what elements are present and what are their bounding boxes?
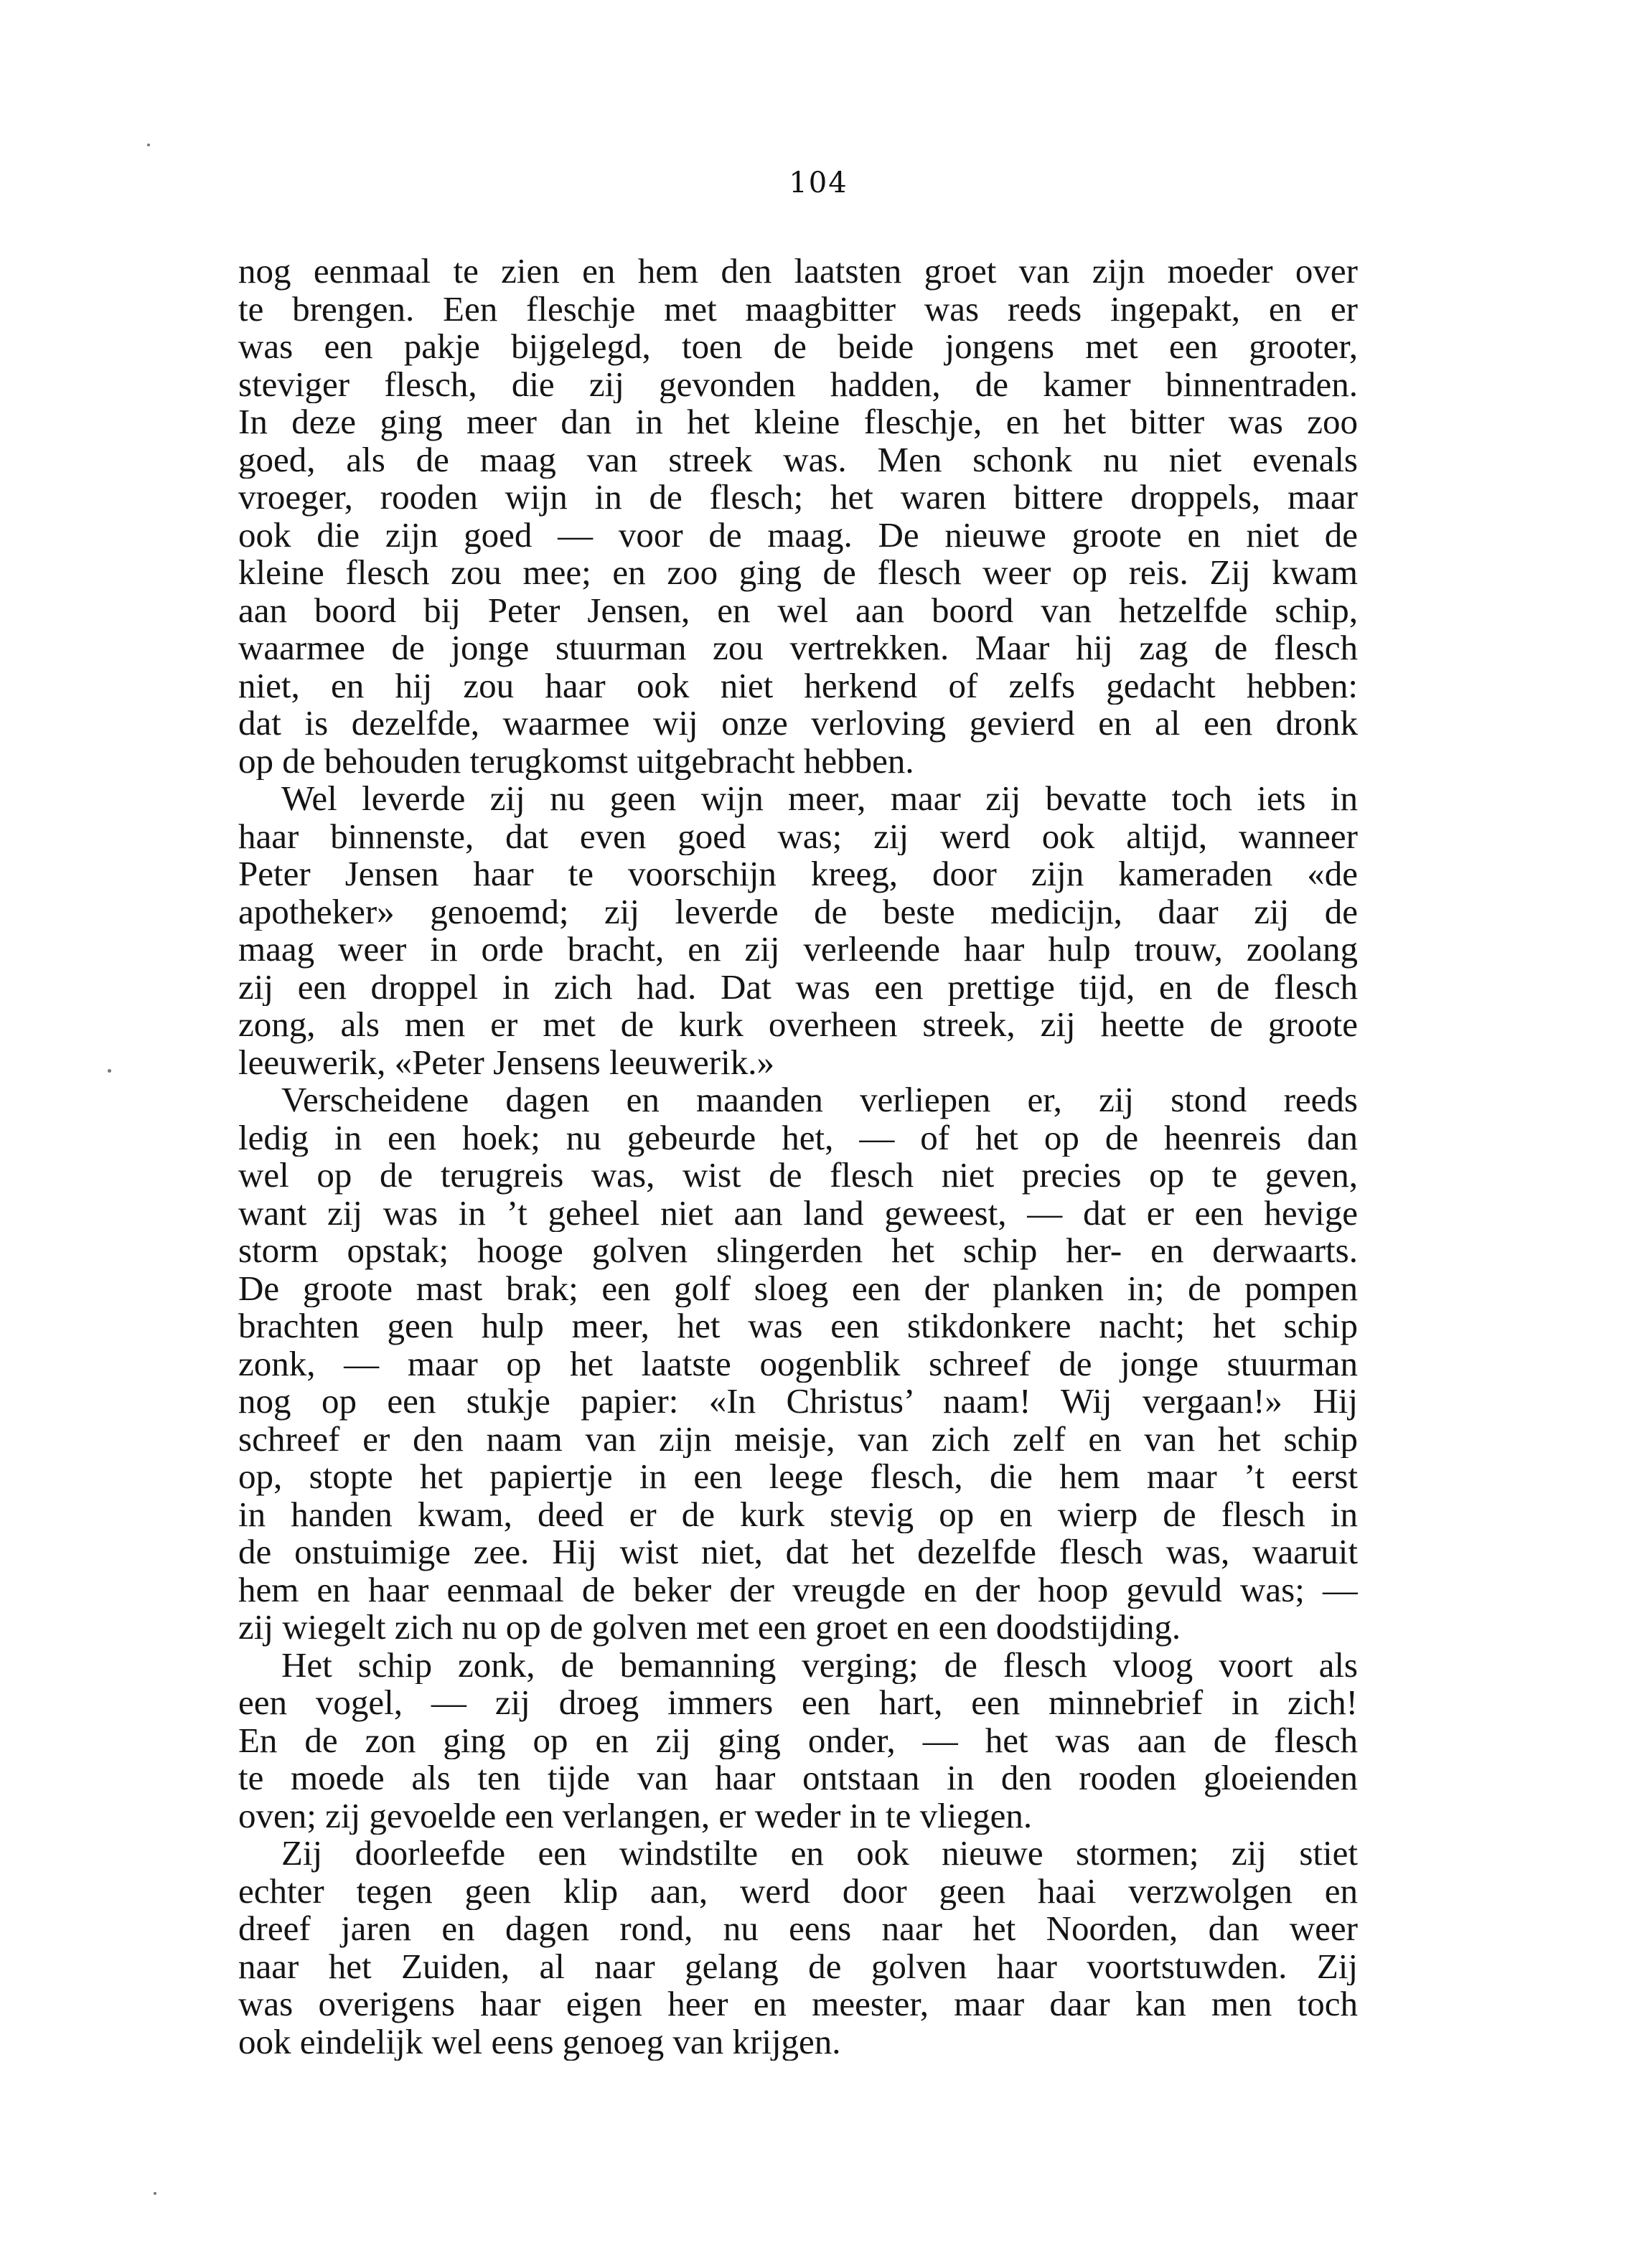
text-line: oven; zij gevoelde een verlangen, er weder in te vliegen. [238,1797,1033,1835]
text-line: niet, en hij zou haar ook niet herkend of zelfs gedacht hebben: [238,667,1358,705]
text-line: Zij doorleefde een windstilte en ook nieuwe stormen; zij stiet [281,1835,1358,1873]
text-line: leeuwerik, «Peter Jensens leeuwerik.» [238,1043,774,1081]
text-line: steviger flesch, die zij gevonden hadden, de kamer binnentraden. [238,365,1358,403]
text-line: nog op een stukje papier: «In Christus’ naam! Wij vergaan!» Hij [238,1383,1358,1421]
text-line: in handen kwam, deed er de kurk stevig op en wierp de flesch in [238,1495,1358,1533]
text-line: apotheker» genoemd; zij leverde de beste medicijn, daar zij de [238,893,1358,931]
paragraph [238,253,1358,780]
text-line: een vogel, — zij droeg immers een hart, een minnebrief in zich! [238,1684,1358,1722]
text-line: maag weer in orde bracht, en zij verleende haar hulp trouw, zoolang [238,931,1358,969]
text-line: schreef er den naam van zijn meisje, van zich zelf en van het schip [238,1420,1358,1458]
text-line: op de behouden terugkomst uitgebracht hebben. [238,742,914,780]
text-line: ledig in een hoek; nu gebeurde het, — of het op de heenreis dan [238,1119,1358,1157]
paragraph [238,780,1358,1081]
text-line: te brengen. Een fleschje met maagbitter was reeds ingepakt, en er [238,290,1358,328]
text-line: echter tegen geen klip aan, werd door geen haai verzwolgen en [238,1872,1358,1910]
text-line: En de zon ging op en zij ging onder, — het was aan de flesch [238,1721,1358,1759]
scan-speck [108,1069,111,1073]
paragraph [238,1081,1358,1647]
text-line: wel op de terugreis was, wist de flesch niet precies op te geven, [238,1157,1358,1195]
text-line: op, stopte het papiertje in een leege flesch, die hem maar ’t eerst [238,1458,1358,1496]
text-line: Het schip zonk, de bemanning verging; de flesch vloog voort als [281,1646,1358,1684]
text-line: was overigens haar eigen heer en meester, maar daar kan men toch [238,1985,1358,2023]
text-line: aan boord bij Peter Jensen, en wel aan boord van hetzelfde schip, [238,591,1358,629]
text-line: kleine flesch zou mee; en zoo ging de flesch weer op reis. Zij kwam [238,554,1358,592]
text-line: want zij was in ’t geheel niet aan land geweest, — dat er een hevige [238,1194,1358,1232]
text-line: naar het Zuiden, al naar gelang de golven haar voortstuwden. Zij [238,1947,1358,1985]
text-line: was een pakje bijgelegd, toen de beide jongens met een grooter, [238,328,1358,366]
text-line: ook eindelijk wel eens genoeg van krijgen. [238,2023,841,2061]
text-line: vroeger, rooden wijn in de flesch; het waren bittere droppels, maar [238,479,1358,517]
text-line: hem en haar eenmaal de beker der vreugde en der hoop gevuld was; — [238,1571,1358,1609]
text-line: Verscheidene dagen en maanden verliepen er, zij stond reeds [281,1081,1358,1119]
body-text [238,253,1358,2061]
text-line: goed, als de maag van streek was. Men schonk nu niet evenals [238,441,1358,479]
text-line: de onstuimige zee. Hij wist niet, dat het dezelfde flesch was, waaruit [238,1533,1358,1571]
text-line: In deze ging meer dan in het kleine fleschje, en het bitter was zoo [238,403,1358,441]
paragraph [238,1647,1358,1835]
text-line: storm opstak; hooge golven slingerden het schip her- en derwaarts. [238,1232,1358,1270]
text-line: brachten geen hulp meer, het was een stikdonkere nacht; het schip [238,1307,1358,1345]
text-line: Wel leverde zij nu geen wijn meer, maar zij bevatte toch iets in [281,780,1358,818]
text-line: De groote mast brak; een golf sloeg een der planken in; de pompen [238,1269,1358,1307]
text-line: dat is dezelfde, waarmee wij onze verloving gevierd en al een dronk [238,705,1358,743]
text-line: dreef jaren en dagen rond, nu eens naar het Noorden, dan weer [238,1910,1358,1948]
text-line: ook die zijn goed — voor de maag. De nieuwe groote en niet de [238,516,1358,554]
paragraph [238,1835,1358,2061]
scan-speck [147,143,150,146]
text-line: zij een droppel in zich had. Dat was een prettige tijd, en de flesch [238,968,1358,1006]
text-line: zij wiegelt zich nu op de golven met een groet en een doodstijding. [238,1609,1181,1647]
text-line: haar binnenste, dat even goed was; zij werd ook altijd, wanneer [238,817,1358,855]
text-line: zong, als men er met de kurk overheen streek, zij heette de groote [238,1006,1358,1044]
text-line: zonk, — maar op het laatste oogenblik schreef de jonge stuurman [238,1345,1358,1383]
scan-speck [154,2192,156,2195]
page-number: 104 [789,166,848,199]
text-line: Peter Jensen haar te voorschijn kreeg, door zijn kameraden «de [238,855,1358,893]
text-line: te moede als ten tijde van haar ontstaan in den rooden gloeienden [238,1759,1358,1797]
text-line: waarmee de jonge stuurman zou vertrekken. Maar hij zag de flesch [238,629,1358,667]
text-line: nog eenmaal te zien en hem den laatsten groet van zijn moeder over [238,253,1358,291]
